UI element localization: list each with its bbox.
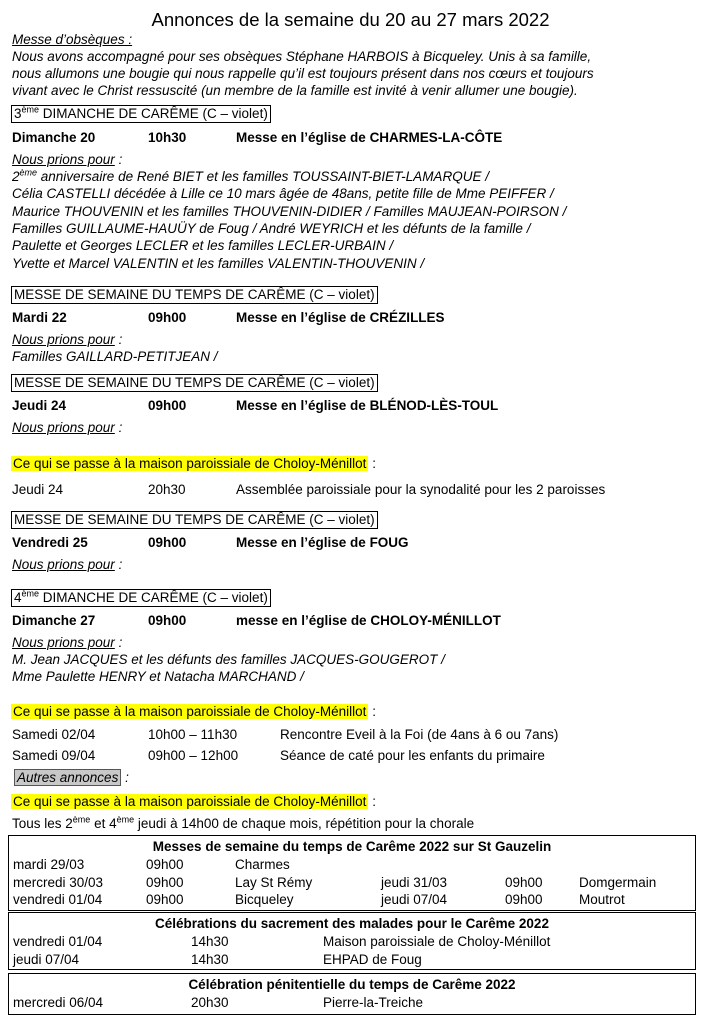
box-time: 14h30 — [191, 952, 229, 967]
box-time: 09h00 — [146, 892, 184, 907]
event-day: Samedi 02/04 — [12, 727, 96, 742]
box-place: Charmes — [235, 857, 290, 872]
maison-paroissiale-heading: Ce qui se passe à la maison paroissiale de Choloy-Ménillot : — [13, 704, 376, 719]
obseques-line: nous allumons une bougie qui nous rappelle qu’il est toujours présent dans nos cœurs et toujours — [12, 66, 594, 81]
mass-day: Dimanche 27 — [12, 613, 96, 628]
section-heading-semaine: MESSE DE SEMAINE DU TEMPS DE CARÊME (C – violet) — [11, 511, 378, 529]
prions-heading: Nous prions pour : — [12, 635, 123, 650]
box-day: mercredi 30/03 — [13, 875, 104, 890]
messes-semaine-box — [8, 835, 696, 911]
chorale-line: Tous les 2ème et 4ème jeudi à 14h00 de chaque mois, répétition pour la chorale — [12, 814, 475, 831]
mass-day: Mardi 22 — [12, 310, 67, 325]
maison-paroissiale-heading: Ce qui se passe à la maison paroissiale de Choloy-Ménillot : — [13, 794, 376, 809]
event-time: 20h30 — [148, 482, 186, 497]
box-time: 09h00 — [146, 875, 184, 890]
obseques-heading: Messe d’obsèques : — [12, 32, 133, 47]
penitentielle-box — [8, 973, 696, 1015]
mass-place: Messe en l’église de BLÉNOD-LÈS-TOUL — [236, 398, 499, 413]
event-time: 10h00 – 11h30 — [148, 727, 238, 742]
intention-line: Yvette et Marcel VALENTIN et les familles VALENTIN-THOUVENIN / — [12, 256, 425, 271]
obseques-line: vivant avec le Christ ressuscité (un membre de la famille est invité à venir allumer une bougie). — [12, 83, 578, 98]
intention-line: Célia CASTELLI décédée à Lille ce 10 mars âgée de 48ans, petite fille de Mme PEIFFER / — [12, 186, 554, 201]
box-day: mercredi 06/04 — [13, 995, 104, 1010]
mass-place: messe en l’église de CHOLOY-MÉNILLOT — [236, 613, 501, 628]
mass-day: Jeudi 24 — [12, 398, 67, 413]
mass-time: 09h00 — [148, 613, 187, 628]
intention-line: Paulette et Georges LECLER et les familles LECLER-URBAIN / — [12, 238, 394, 253]
intention-line: M. Jean JACQUES et les défunts des familles JACQUES-GOUGEROT / — [12, 652, 445, 667]
event-day: Jeudi 24 — [12, 482, 64, 497]
mass-day: Dimanche 20 — [12, 130, 96, 145]
mass-time: 10h30 — [148, 130, 187, 145]
mass-day: Vendredi 25 — [12, 535, 88, 550]
box-time: 09h00 — [505, 875, 543, 890]
prions-heading: Nous prions pour : — [12, 420, 123, 435]
box-time: 09h00 — [505, 892, 543, 907]
section-heading-3e-dimanche: 3ème DIMANCHE DE CARÊME (C – violet) — [11, 105, 271, 123]
box-title: Célébrations du sacrement des malades pour le Carême 2022 — [155, 916, 549, 931]
box-title: Célébration pénitentielle du temps de Carême 2022 — [188, 977, 516, 992]
box-place: Maison paroissiale de Choloy-Ménillot — [323, 934, 551, 949]
intention-line: Mme Paulette HENRY et Natacha MARCHAND / — [12, 669, 304, 684]
malades-box — [8, 912, 696, 970]
section-heading-4e-dimanche: 4ème DIMANCHE DE CARÊME (C – violet) — [11, 589, 271, 607]
box-day: vendredi 01/04 — [13, 934, 103, 949]
prions-heading: Nous prions pour : — [12, 152, 123, 167]
section-heading-semaine: MESSE DE SEMAINE DU TEMPS DE CARÊME (C – violet) — [11, 374, 378, 392]
box-day: vendredi 01/04 — [13, 892, 103, 907]
intention-line: 2ème anniversaire de René BIET et les familles TOUSSAINT-BIET-LAMARQUE / — [12, 167, 489, 184]
box-day: mardi 29/03 — [13, 857, 85, 872]
box-day: jeudi 07/04 — [381, 892, 448, 907]
mass-place: Messe en l’église de FOUG — [236, 535, 409, 550]
prions-heading: Nous prions pour : — [12, 332, 123, 347]
event-time: 09h00 – 12h00 — [148, 748, 239, 763]
page-title: Annonces de la semaine du 20 au 27 mars 2022 — [151, 9, 550, 30]
box-title: Messes de semaine du temps de Carême 2022 sur St Gauzelin — [152, 839, 552, 854]
box-place: EHPAD de Foug — [323, 952, 422, 967]
box-day: jeudi 31/03 — [381, 875, 448, 890]
event-description: Séance de caté pour les enfants du primaire — [280, 748, 545, 763]
intention-line: Maurice THOUVENIN et les familles THOUVENIN-DIDIER / Familles MAUJEAN-POIRSON / — [12, 204, 567, 219]
box-time: 20h30 — [191, 995, 229, 1010]
box-place: Moutrot — [579, 892, 625, 907]
box-time: 09h00 — [146, 857, 184, 872]
prions-heading: Nous prions pour : — [12, 557, 123, 572]
event-day: Samedi 09/04 — [12, 748, 96, 763]
mass-time: 09h00 — [148, 535, 187, 550]
box-time: 14h30 — [191, 934, 229, 949]
mass-place: Messe en l’église de CHARMES-LA-CÔTE — [236, 130, 503, 145]
maison-paroissiale-heading: Ce qui se passe à la maison paroissiale de Choloy-Ménillot : — [13, 456, 376, 471]
intention-line: Familles GUILLAUME-HAUÜY de Foug / André WEYRICH et les défunts de la famille / — [12, 221, 531, 236]
box-day: jeudi 07/04 — [13, 952, 80, 967]
event-description: Rencontre Eveil à la Foi (de 4ans à 6 ou 7ans) — [280, 727, 559, 742]
obseques-line: Nous avons accompagné pour ses obsèques Stéphane HARBOIS à Bicqueley. Unis à sa famille, — [12, 49, 592, 64]
mass-time: 09h00 — [148, 398, 187, 413]
event-description: Assemblée paroissiale pour la synodalité pour les 2 paroisses — [236, 482, 606, 497]
mass-time: 09h00 — [148, 310, 187, 325]
section-heading-semaine: MESSE DE SEMAINE DU TEMPS DE CARÊME (C – violet) — [11, 286, 378, 304]
box-place: Domgermain — [579, 875, 657, 890]
box-place: Pierre-la-Treiche — [323, 995, 424, 1010]
autres-annonces-heading: Autres annonces : — [14, 769, 129, 786]
mass-place: Messe en l’église de CRÉZILLES — [236, 310, 445, 325]
box-place: Bicqueley — [235, 892, 294, 907]
intention-line: Familles GAILLARD-PETITJEAN / — [12, 349, 218, 364]
box-place: Lay St Rémy — [235, 875, 313, 890]
